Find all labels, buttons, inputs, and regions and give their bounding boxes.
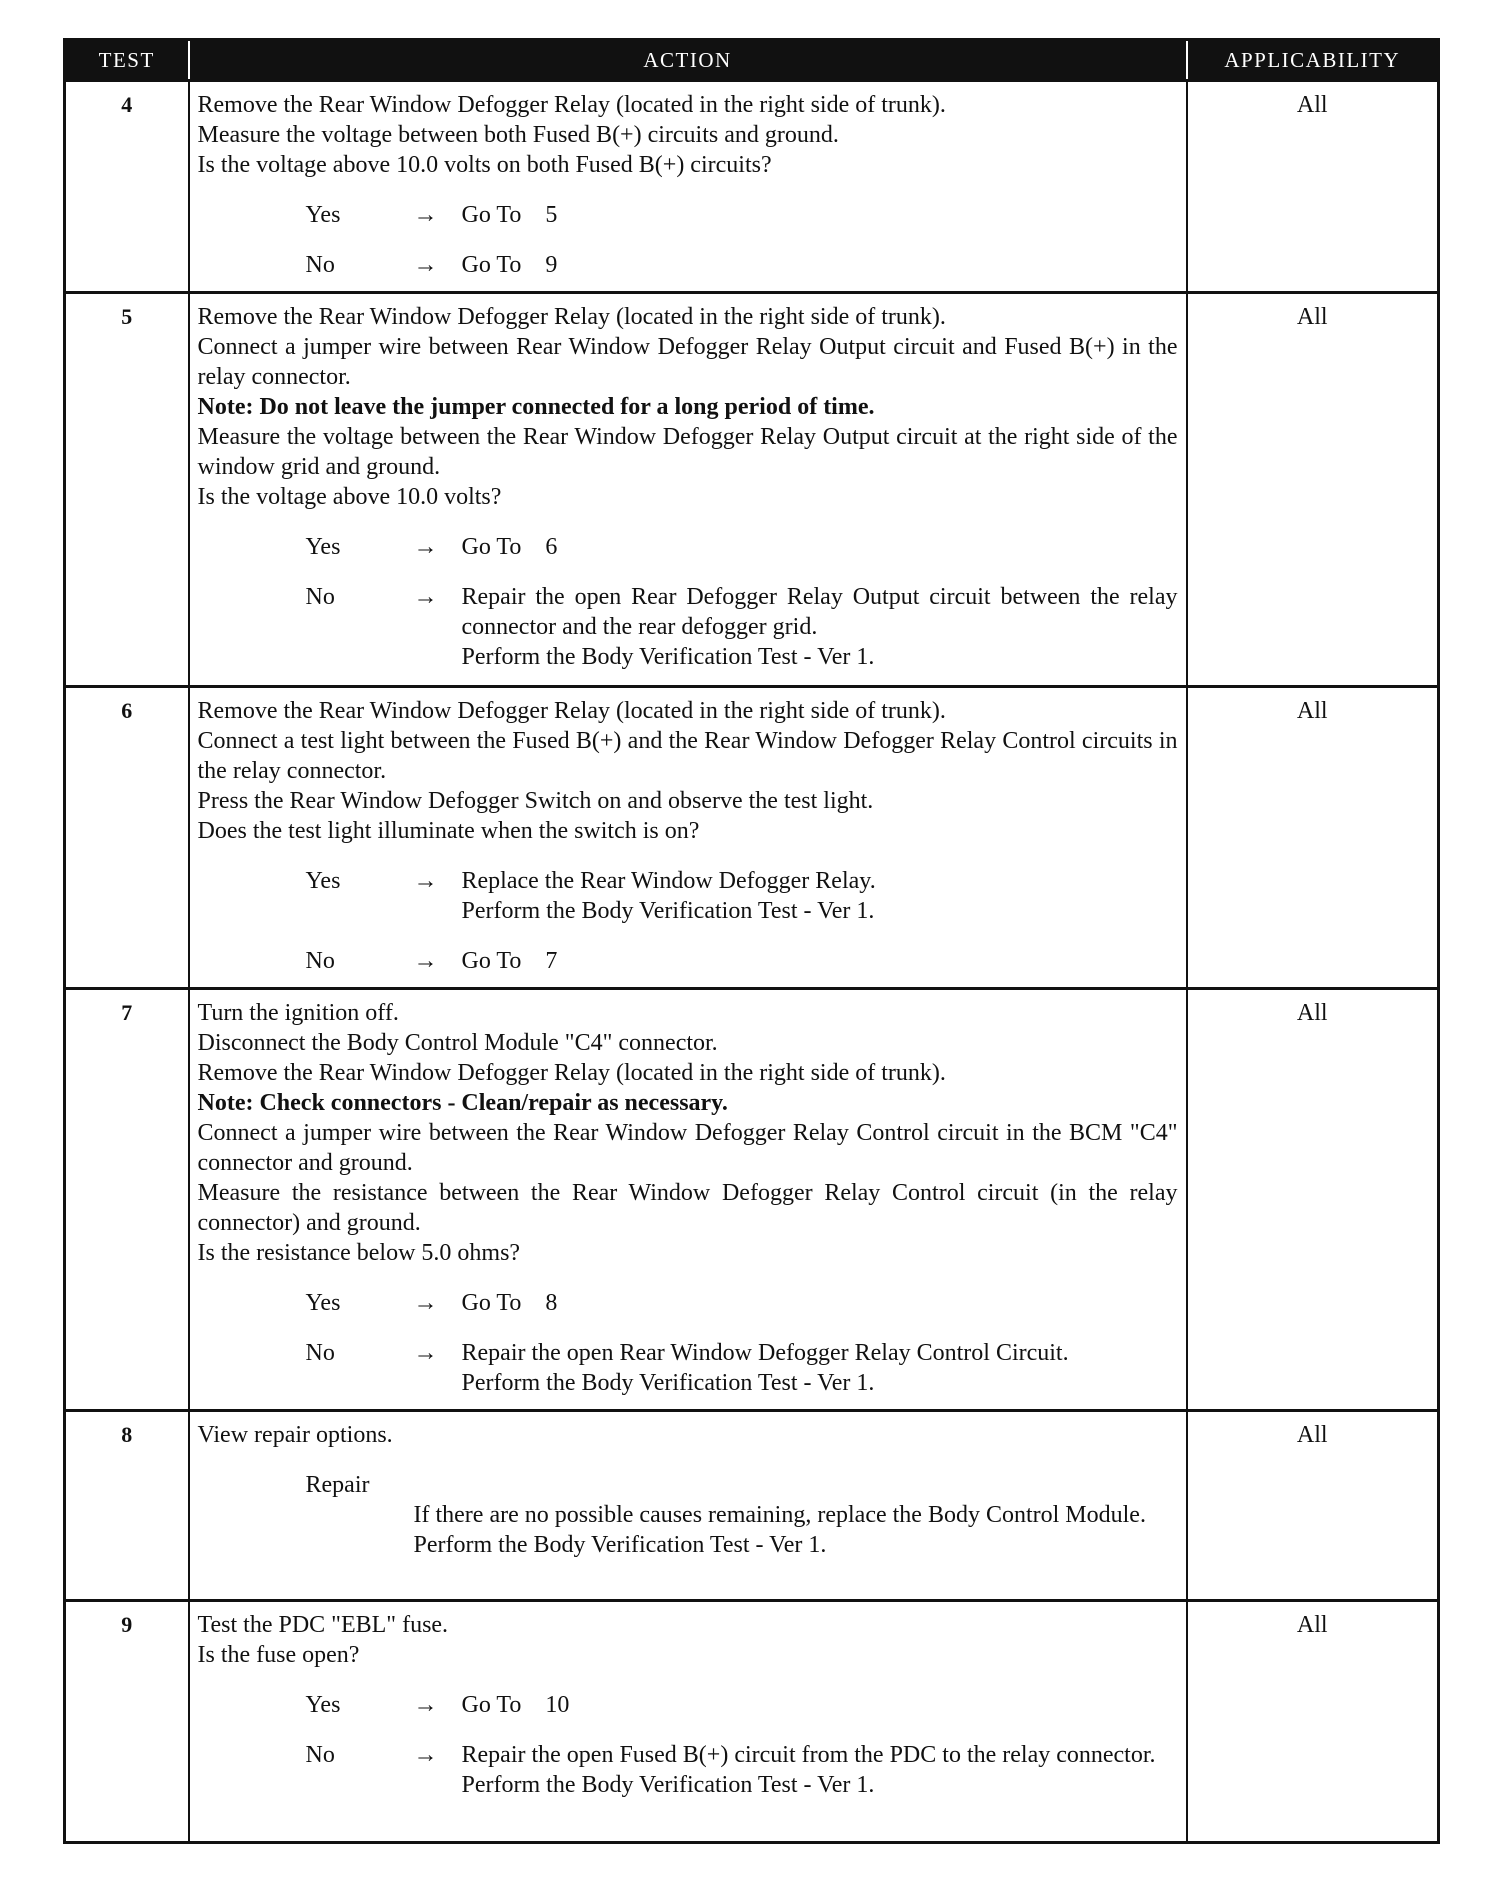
action-line: Measure the resistance between the Rear Window Defogger Relay Control circuit (in the relay connector) and ground.	[197, 1180, 1178, 1236]
repair-option-body	[306, 1500, 1178, 1560]
yes-outcome	[198, 200, 1178, 230]
arrow-icon: →	[413, 202, 438, 228]
arrow-icon: →	[413, 1742, 438, 1768]
no-label: No	[305, 252, 335, 278]
column-header-action: ACTION	[189, 40, 1187, 81]
action-cell	[189, 1601, 1187, 1843]
action-cell	[189, 293, 1187, 687]
verification-text: Perform the Body Verification Test - Ver 1.	[461, 898, 875, 924]
test-number: 7	[65, 989, 189, 1411]
action-cell	[189, 687, 1187, 989]
goto-target: 10	[545, 1692, 570, 1718]
arrow-icon: →	[413, 948, 438, 974]
repair-text: If there are no possible causes remaining, replace the Body Control Module.	[413, 1502, 1146, 1528]
action-line: Remove the Rear Window Defogger Relay (located in the right side of trunk).	[197, 304, 946, 330]
repair-label: Repair	[305, 1472, 370, 1498]
action-line: Measure the voltage between both Fused B(+) circuits and ground.	[197, 122, 839, 148]
goto-label: Go To	[461, 1692, 522, 1718]
no-label: No	[305, 1742, 335, 1768]
action-line: Connect a test light between the Fused B(+) and the Rear Window Defogger Relay Control circuits in the relay connector.	[197, 728, 1178, 784]
test-number: 6	[65, 687, 189, 989]
action-line: Does the test light illuminate when the switch is on?	[197, 818, 700, 844]
goto-target: 6	[545, 534, 558, 560]
goto-target: 8	[545, 1290, 558, 1316]
note-text: Note: Check connectors - Clean/repair as necessary.	[197, 1090, 728, 1116]
verification-text: Perform the Body Verification Test - Ver 1.	[461, 644, 875, 670]
goto-label: Go To	[461, 202, 522, 228]
action-line: Connect a jumper wire between Rear Window Defogger Relay Output circuit and Fused B(+) in the relay connector.	[197, 334, 1178, 390]
table-row-test-5	[65, 293, 1439, 687]
action-line: Is the fuse open?	[197, 1642, 360, 1668]
yes-outcome	[198, 1288, 1178, 1318]
goto-instruction	[462, 532, 1178, 562]
no-outcome	[198, 250, 1178, 280]
arrow-icon: →	[413, 534, 438, 560]
goto-target: 7	[545, 948, 558, 974]
no-outcome	[198, 1740, 1178, 1800]
no-label: No	[305, 584, 335, 610]
no-outcome	[198, 1338, 1178, 1398]
arrow-icon: →	[413, 1692, 438, 1718]
goto-target: 9	[545, 252, 558, 278]
repair-text: Repair the open Fused B(+) circuit from the PDC to the relay connector.	[461, 1742, 1156, 1768]
action-line: Disconnect the Body Control Module "C4" connector.	[197, 1030, 718, 1056]
yes-label: Yes	[305, 1692, 341, 1718]
yes-label: Yes	[305, 202, 341, 228]
table-row-test-6	[65, 687, 1439, 989]
repair-option	[198, 1470, 1178, 1560]
repair-instruction	[462, 1740, 1178, 1800]
arrow-icon: →	[413, 584, 438, 610]
action-line: Remove the Rear Window Defogger Relay (located in the right side of trunk).	[197, 1060, 946, 1086]
arrow-icon: →	[413, 1340, 438, 1366]
repair-text: Replace the Rear Window Defogger Relay.	[461, 868, 876, 894]
goto-instruction	[462, 946, 1178, 976]
goto-instruction	[462, 250, 1178, 280]
action-line: Test the PDC "EBL" fuse.	[197, 1612, 449, 1638]
repair-text: Repair the open Rear Window Defogger Relay Control Circuit.	[461, 1340, 1069, 1366]
goto-target: 5	[545, 202, 558, 228]
verification-text: Perform the Body Verification Test - Ver 1.	[413, 1532, 827, 1558]
yes-outcome	[198, 532, 1178, 562]
note-text: Note: Do not leave the jumper connected for a long period of time.	[197, 394, 875, 420]
applicability-cell: All	[1187, 687, 1439, 989]
test-number: 5	[65, 293, 189, 687]
table-row-test-8	[65, 1411, 1439, 1601]
applicability-cell: All	[1187, 81, 1439, 293]
table-header-row	[65, 40, 1439, 81]
column-header-applicability: APPLICABILITY	[1187, 40, 1439, 81]
goto-instruction	[462, 1288, 1178, 1318]
no-outcome	[198, 582, 1178, 672]
applicability-cell: All	[1187, 989, 1439, 1411]
arrow-icon: →	[413, 252, 438, 278]
action-line: Is the voltage above 10.0 volts?	[197, 484, 502, 510]
repair-instruction	[462, 582, 1178, 672]
no-label: No	[305, 1340, 335, 1366]
applicability-cell: All	[1187, 293, 1439, 687]
column-header-test: TEST	[65, 40, 189, 81]
test-number: 9	[65, 1601, 189, 1843]
repair-text: Repair the open Rear Defogger Relay Output circuit between the relay connector and the rear defogger grid.	[461, 584, 1178, 640]
no-outcome	[198, 946, 1178, 976]
yes-outcome	[198, 1690, 1178, 1720]
action-line: Is the voltage above 10.0 volts on both Fused B(+) circuits?	[197, 152, 772, 178]
test-number: 4	[65, 81, 189, 293]
action-line: Connect a jumper wire between the Rear Window Defogger Relay Control circuit in the BCM "C4" connector and ground.	[197, 1120, 1178, 1176]
goto-label: Go To	[461, 948, 522, 974]
action-cell	[189, 81, 1187, 293]
goto-instruction	[462, 200, 1178, 230]
arrow-icon: →	[413, 1290, 438, 1316]
action-line: Measure the voltage between the Rear Window Defogger Relay Output circuit at the right side of the window grid and ground.	[197, 424, 1178, 480]
goto-instruction	[462, 1690, 1178, 1720]
table-row-test-9	[65, 1601, 1439, 1843]
yes-outcome	[198, 866, 1178, 926]
action-line: Remove the Rear Window Defogger Relay (located in the right side of trunk).	[197, 92, 946, 118]
yes-label: Yes	[305, 534, 341, 560]
goto-label: Go To	[461, 534, 522, 560]
yes-label: Yes	[305, 1290, 341, 1316]
table-row-test-4	[65, 81, 1439, 293]
repair-instruction	[462, 866, 1178, 926]
action-line: Press the Rear Window Defogger Switch on and observe the test light.	[197, 788, 874, 814]
verification-text: Perform the Body Verification Test - Ver 1.	[461, 1370, 875, 1396]
applicability-cell: All	[1187, 1601, 1439, 1843]
action-line: View repair options.	[197, 1422, 393, 1448]
goto-label: Go To	[461, 1290, 522, 1316]
action-cell	[189, 1411, 1187, 1601]
test-number: 8	[65, 1411, 189, 1601]
diagnostic-test-table-sheet	[63, 38, 1437, 1844]
action-line: Remove the Rear Window Defogger Relay (located in the right side of trunk).	[197, 698, 946, 724]
repair-instruction	[462, 1338, 1178, 1398]
arrow-icon: →	[413, 868, 438, 894]
diagnostic-test-table	[63, 38, 1440, 1844]
applicability-cell: All	[1187, 1411, 1439, 1601]
goto-label: Go To	[461, 252, 522, 278]
action-cell	[189, 989, 1187, 1411]
verification-text: Perform the Body Verification Test - Ver 1.	[461, 1772, 875, 1798]
table-row-test-7	[65, 989, 1439, 1411]
action-line: Turn the ignition off.	[197, 1000, 399, 1026]
action-line: Is the resistance below 5.0 ohms?	[197, 1240, 521, 1266]
yes-label: Yes	[305, 868, 341, 894]
no-label: No	[305, 948, 335, 974]
